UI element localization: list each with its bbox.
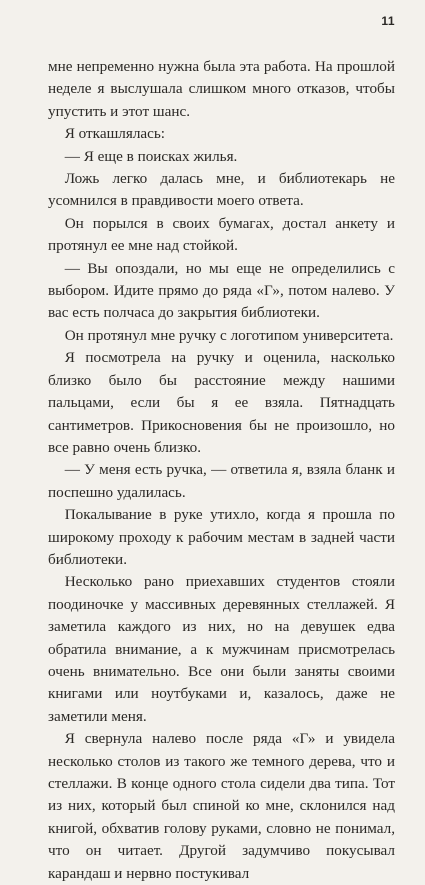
- paragraph: Ложь легко далась мне, и библиотекарь не усомнился в правдивости моего ответа.: [48, 170, 395, 210]
- paragraph: Он порылся в своих бумагах, достал анкету и протянул ее мне над стойкой.: [48, 214, 395, 255]
- paragraph: Я откашлялась:: [64, 125, 166, 143]
- text-body: [48, 56, 395, 885]
- page-number: 11: [381, 14, 395, 28]
- paragraph: Я посмотрела на ручку и оценила, насколько близко было бы расстояние между нашими пальцами, если бы я ее взяла. Пятнадцать сантиметров. Прикосновения бы не произошло, но все равно очень близко.: [48, 349, 395, 456]
- paragraph: — У меня есть ручка, — ответила я, взяла бланк и поспешно удалилась.: [48, 461, 395, 501]
- paragraph: — Я еще в поисках жилья.: [64, 147, 238, 165]
- paragraph: мне непременно нужна была эта работа. На прошлой неделе я выслушала слишком много отказов, чтобы упустить и этот шанс.: [48, 58, 395, 120]
- paragraph: — Вы опоздали, но мы еще не определились с выбором. Идите прямо до ряда «Г», потом налево. У вас есть полчаса до закрытия библиотеки.: [48, 259, 395, 322]
- paragraph: Несколько рано приехавших студентов стояли поодиночке у массивных деревянных стеллажей. Я заметила каждого из них, но на девушек едва обратила внимание, а к мужчинам присмотрелась очень внимательно. Все они были заняты своими книгами или ноутбуками и, казалось, даже не заметили меня.: [48, 573, 395, 725]
- paragraph: Я свернула налево после ряда «Г» и увидела несколько столов из такого же темного дерева, что и стеллажи. В конце одного стола сидели два типа. Тот из них, который был спиной ко мне, склонился над книгой, обхватив голову руками, словно не понимал, что он читает. Другой задумчиво покусывал карандаш и нервно постукивал: [48, 730, 395, 882]
- paragraph: Покалывание в руке утихло, когда я прошла по широкому проходу к рабочим местам в задней части библиотеки.: [48, 506, 395, 568]
- paragraph: Он протянул мне ручку с логотипом университета.: [64, 326, 394, 344]
